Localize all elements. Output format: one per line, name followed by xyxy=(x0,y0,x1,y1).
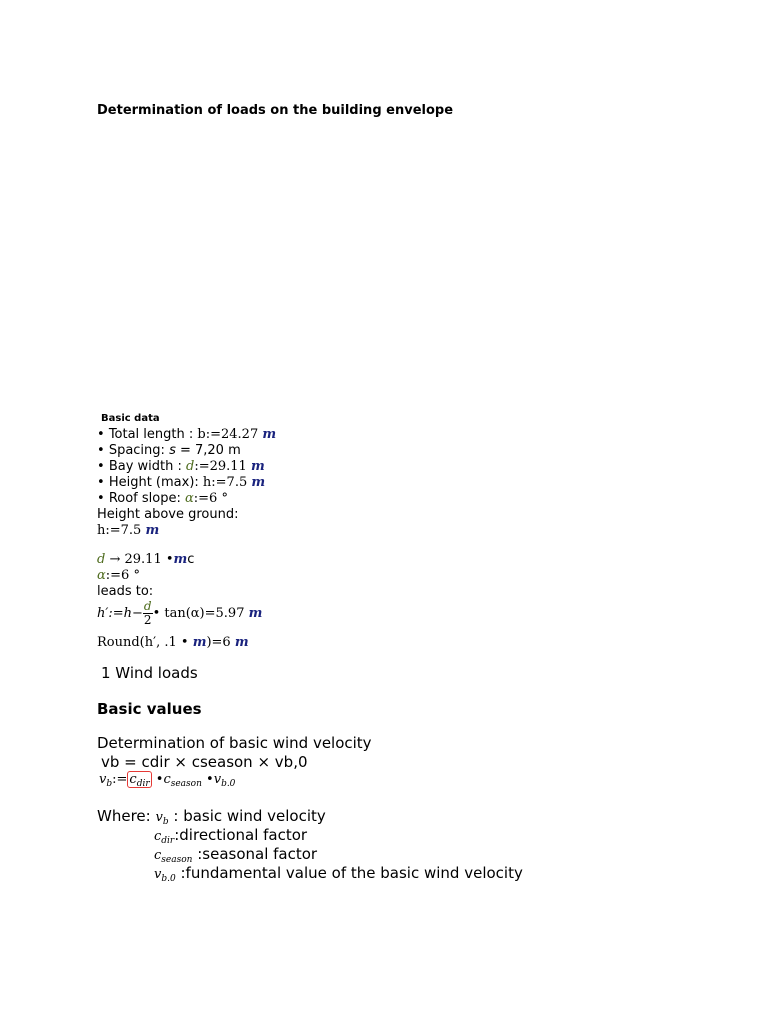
unit-m: m xyxy=(173,552,188,567)
unit-m: m xyxy=(234,635,249,650)
c-symbol: c xyxy=(129,772,137,787)
where-line xyxy=(97,807,326,827)
height-label: Height (max): xyxy=(108,475,199,490)
h-expr-line xyxy=(97,523,159,539)
cdir-line xyxy=(154,826,307,846)
d-tail: c xyxy=(187,552,195,567)
leads-to-label: leads to: xyxy=(97,584,154,599)
bay-width-line xyxy=(97,459,265,475)
where-label: Where: xyxy=(97,807,151,825)
sub-b0: b.0 xyxy=(221,779,236,789)
vb0-line xyxy=(154,864,523,884)
sub-season: season xyxy=(170,779,202,789)
basic-data-heading: Basic data xyxy=(101,413,160,424)
d-var: d xyxy=(97,552,106,567)
sub-b: b xyxy=(162,817,169,827)
cseason-line xyxy=(154,845,317,865)
unit-m: m xyxy=(250,459,265,474)
total-length-expr: b:=24.27 xyxy=(197,427,259,442)
h-prime-rhs: • tan(α)=5.97 xyxy=(152,606,245,621)
alpha-expr-line xyxy=(97,568,140,584)
height-expr: h:=7.5 xyxy=(202,475,248,490)
c-dir-box[interactable] xyxy=(127,771,151,788)
round-expr: Round(h′, .1 • xyxy=(97,635,189,650)
degree-symbol: ° xyxy=(133,568,140,583)
alpha-var: α xyxy=(97,568,106,583)
spacing-label: Spacing: xyxy=(108,443,165,458)
wind-loads-heading: 1 Wind loads xyxy=(101,664,198,682)
bullet: • xyxy=(97,443,105,458)
spacing-line xyxy=(97,443,241,459)
basic-values-heading: Basic values xyxy=(97,700,202,718)
d-expr-line xyxy=(97,552,194,568)
total-length-label: Total length : xyxy=(108,427,194,442)
fraction xyxy=(143,600,153,627)
def-vb: : basic wind velocity xyxy=(173,807,326,825)
v-symbol: v xyxy=(154,867,162,882)
unit-m: m xyxy=(145,523,160,538)
formula-text: vb = cdir × cseason × vb,0 xyxy=(101,753,308,771)
unit-m: m xyxy=(262,427,277,442)
bullet: • xyxy=(97,427,105,442)
round-line xyxy=(97,635,249,651)
unit-m: m xyxy=(251,475,266,490)
spacing-var: s xyxy=(169,443,176,458)
sub-b0: b.0 xyxy=(161,874,176,884)
sub-season: season xyxy=(161,855,193,865)
sub-dir: dir xyxy=(136,779,150,789)
c-symbol: c xyxy=(154,829,162,844)
spacing-value: = 7,20 m xyxy=(179,443,241,458)
bay-width-var: d xyxy=(186,459,195,474)
alpha-expr: :=6 xyxy=(105,568,130,583)
height-line xyxy=(97,475,265,491)
bullet: • xyxy=(97,491,105,506)
h-expr: h:=7.5 xyxy=(97,523,142,538)
unit-m: m xyxy=(192,635,207,650)
sub-dir: dir xyxy=(161,836,175,846)
round-tail: )=6 xyxy=(206,635,231,650)
roof-slope-label: Roof slope: xyxy=(108,491,181,506)
bullet: • xyxy=(97,475,105,490)
fraction-numerator: d xyxy=(143,599,152,613)
v-symbol: v xyxy=(155,810,163,825)
def-cseason: :seasonal factor xyxy=(197,845,318,863)
bay-width-expr: :=29.11 xyxy=(194,459,247,474)
def-vb0: :fundamental value of the basic wind velocity xyxy=(180,864,523,882)
formula-math xyxy=(99,772,235,792)
height-above-label: Height above ground: xyxy=(97,507,239,522)
unit-m: m xyxy=(248,606,263,621)
h-prime-line xyxy=(97,600,262,627)
roof-slope-expr: :=6 xyxy=(193,491,218,506)
c-symbol: c xyxy=(154,848,162,863)
assign: := xyxy=(112,772,128,787)
total-length-line xyxy=(97,427,276,443)
bay-width-label: Bay width : xyxy=(108,459,182,474)
fraction-denominator: 2 xyxy=(143,613,152,627)
def-cdir: :directional factor xyxy=(174,826,308,844)
v-symbol: v xyxy=(99,772,107,787)
v-symbol: v xyxy=(213,772,222,787)
roof-slope-var: α xyxy=(185,491,194,506)
determination-heading: Determination of basic wind velocity xyxy=(97,734,372,752)
bullet: • xyxy=(97,459,105,474)
d-expr: → 29.11 • xyxy=(109,552,174,567)
degree-symbol: ° xyxy=(221,491,228,506)
dot: • xyxy=(206,772,214,787)
c-symbol: c xyxy=(163,772,171,787)
sub-b: b xyxy=(106,779,113,789)
h-prime-lhs: h′:=h− xyxy=(97,606,143,621)
dot: • xyxy=(155,772,164,787)
roof-slope-line xyxy=(97,491,228,507)
page-title: Determination of loads on the building envelope xyxy=(97,103,454,118)
